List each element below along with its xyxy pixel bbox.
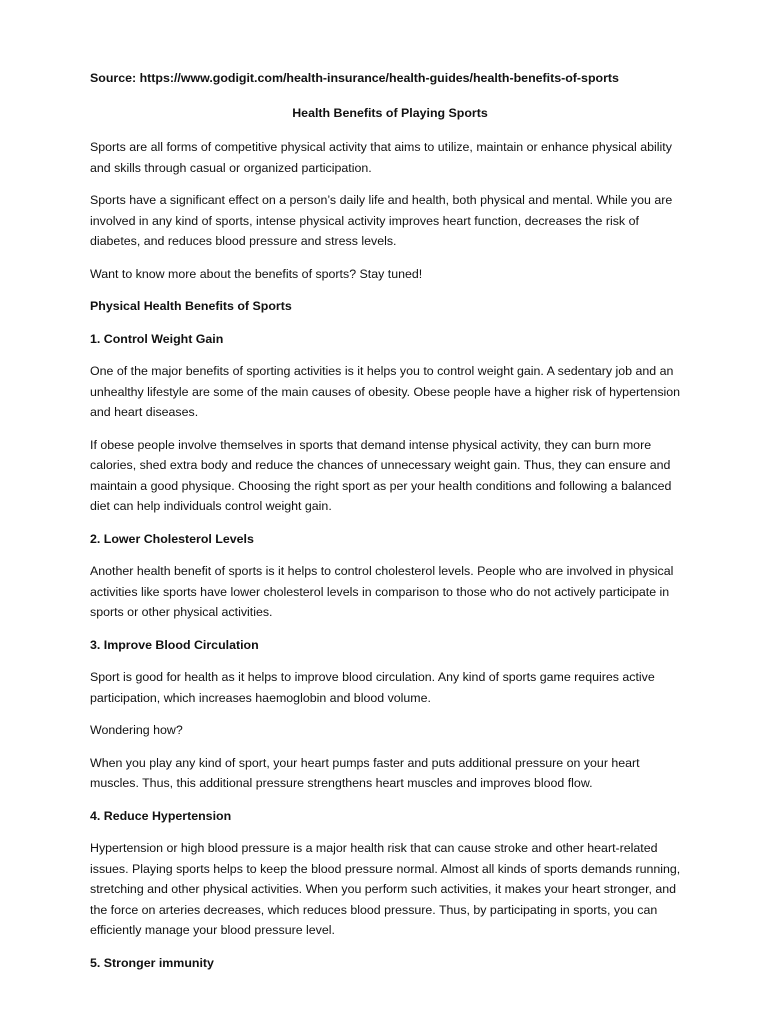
intro-paragraph: Sports have a significant effect on a person’s daily life and health, both physical and mental. While you are involved in any kind of sports, intense physical activity improves heart function, decreases the risk of diabetes, and reduces blood pressure and stress levels. [90, 193, 673, 248]
intro-paragraph: Sports are all forms of competitive physical activity that aims to utilize, maintain or enhance physical ability and skills through casual or organized participation. [90, 140, 672, 175]
subsection-heading: 1. Control Weight Gain [90, 331, 224, 346]
document-page [90, 68, 690, 985]
body-paragraph: One of the major benefits of sporting activities is it helps you to control weight gain. A sedentary job and an unhealthy lifestyle are some of the main causes of obesity. Obese people have a higher risk of hypertension and heart diseases. [90, 364, 681, 419]
source-line: Source: https://www.godigit.com/health-insurance/health-guides/health-benefits-of-sports [90, 71, 619, 85]
document-title: Health Benefits of Playing Sports [292, 105, 488, 120]
body-paragraph: Sport is good for health as it helps to improve blood circulation. Any kind of sports game requires active participation, which increases haemoglobin and blood volume. [90, 670, 655, 705]
body-paragraph: If obese people involve themselves in sports that demand intense physical activity, they can burn more calories, shed extra body and reduce the chances of unnecessary weight gain. Thus, they can ensure and maintain a good physique. Choosing the right sport as per your health conditions and following a balanced diet can help individuals control weight gain. [90, 437, 672, 513]
body-paragraph: Hypertension or high blood pressure is a major health risk that can cause stroke and other heart-related issues. Playing sports helps to keep the blood pressure normal. Almost all kinds of sports demands running, stretching and other physical activities. When you perform such activities, it makes your heart stronger, and the force on arteries decreases, which reduces blood pressure. Thus, by participating in sports, you can efficiently manage your blood pressure level. [90, 841, 681, 937]
intro-paragraph: Want to know more about the benefits of sports? Stay tuned! [90, 266, 423, 281]
body-paragraph: Another health benefit of sports is it helps to control cholesterol levels. People who are involved in physical activities like sports have lower cholesterol levels in comparison to those who do not actively participate in sports or other physical activities. [90, 564, 674, 619]
subsection-heading: 5. Stronger immunity [90, 955, 214, 970]
body-paragraph: When you play any kind of sport, your heart pumps faster and puts additional pressure on your heart muscles. Thus, this additional pressure strengthens heart muscles and improves blood flow. [90, 755, 640, 790]
section-heading: Physical Health Benefits of Sports [90, 299, 292, 313]
body-paragraph: Wondering how? [90, 723, 183, 737]
subsection-heading: 3. Improve Blood Circulation [90, 637, 259, 652]
subsection-heading: 4. Reduce Hypertension [90, 808, 232, 823]
subsection-heading: 2. Lower Cholesterol Levels [90, 531, 254, 546]
